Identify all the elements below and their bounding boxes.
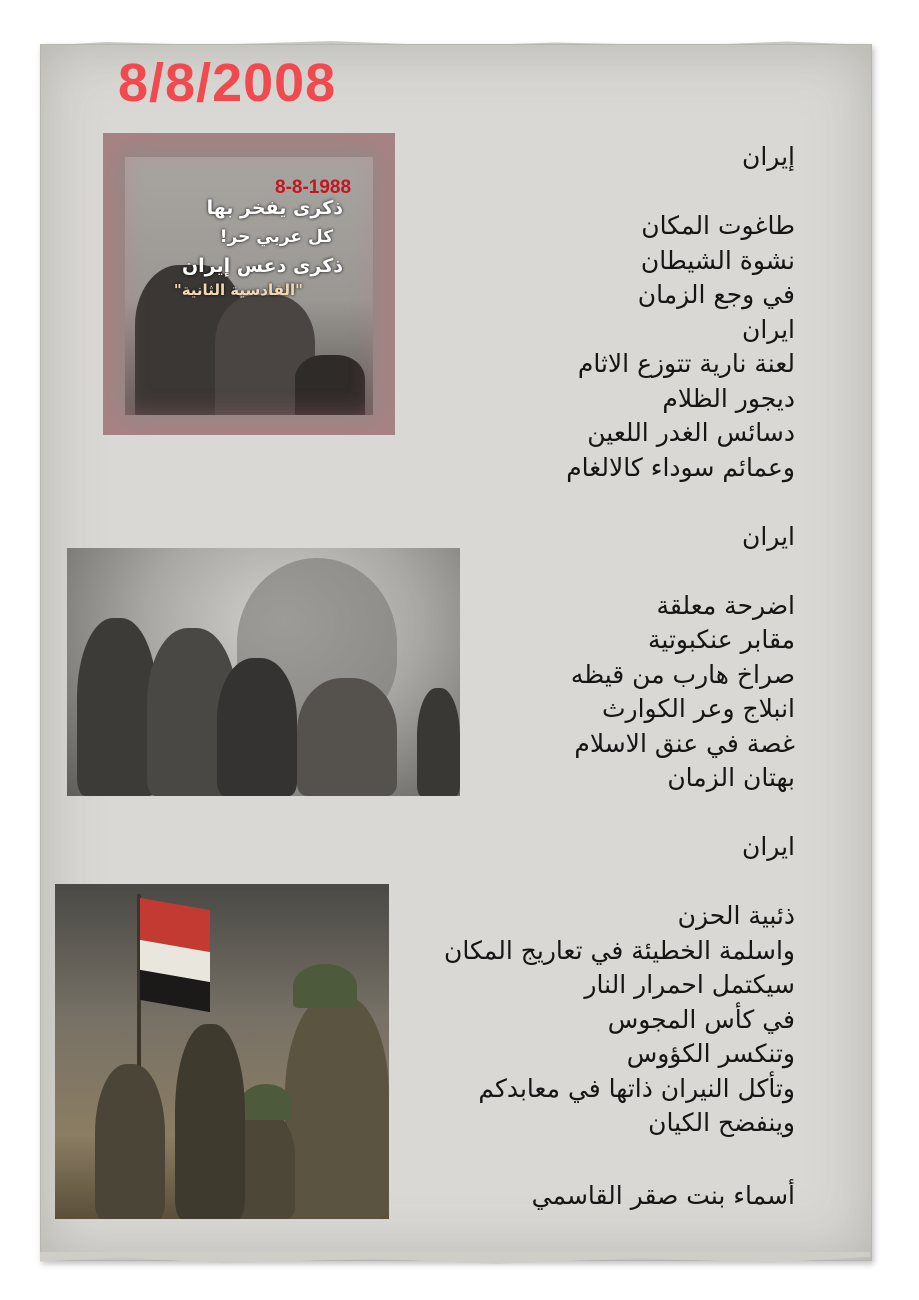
poster-line: ذكرى دعس إيران <box>181 255 343 277</box>
poster-line: كل عربي حر! <box>219 227 333 247</box>
poem-stanza-1 <box>380 140 795 485</box>
poem-line: في وجع الزمان <box>637 280 795 309</box>
poem-line: اضرحة معلقة <box>656 590 795 620</box>
poem-blank-line <box>380 1141 795 1176</box>
date-heading: 8/8/2008 <box>118 53 337 113</box>
poem-line: صراخ هارب من قيظه <box>570 659 795 689</box>
poem-line: إيران <box>741 142 795 171</box>
poem-line: بهتان الزمان <box>667 763 795 792</box>
poster-line: ذكرى يفخر بها <box>206 197 343 219</box>
poem-blank-line <box>380 865 795 900</box>
poem-blank-line <box>380 796 795 831</box>
poster-year: 8-8-1988 <box>275 177 352 198</box>
poem-line: وتنكسر الكؤوس <box>626 1039 795 1068</box>
poem-line: في كأس المجوس <box>607 1004 795 1034</box>
poem-author: أسماء بنت صقر القاسمي <box>531 1181 795 1210</box>
poem-line: غصة في عنق الاسلام <box>574 728 795 758</box>
poem-line: ديجور الظلام <box>662 383 795 413</box>
poem-line: ايران <box>741 832 795 861</box>
poem-line: نشوة الشيطان <box>640 245 795 275</box>
poem-line: ايران <box>741 314 795 344</box>
poem-line: انبلاج وعر الكوارث <box>601 694 795 723</box>
soldier-figure <box>175 1024 245 1219</box>
poem-line: طاغوت المكان <box>641 211 795 240</box>
poem-line: ذئبية الحزن <box>677 901 795 930</box>
poem-blank-line <box>380 554 795 589</box>
poem-line: واسلمة الخطيئة في تعاريج المكان <box>444 935 795 965</box>
poem-line: وعمائم سوداء كالالغام <box>566 452 795 482</box>
poem-blank-line <box>380 485 795 520</box>
poster-line: "القادسية الثانية" <box>173 281 303 299</box>
helmet <box>241 1084 291 1120</box>
poem-stanza-2 <box>380 520 795 796</box>
poster-blur-frame <box>103 133 395 435</box>
poem-blank-line <box>380 175 795 210</box>
poem-line: لعنة نارية تتوزع الاثام <box>577 349 795 378</box>
poem-line: وتأكل النيران ذاتها في معابدكم <box>478 1073 795 1103</box>
soldier-figure <box>77 618 157 796</box>
poem-line: دسائس الغدر اللعين <box>587 418 795 447</box>
poem-text <box>380 140 795 1214</box>
poem-stanza-3 <box>380 830 795 1141</box>
soldier-figure <box>95 1064 165 1219</box>
poem-line: وينفضح الكيان <box>648 1108 795 1137</box>
soldier-figure <box>285 994 389 1219</box>
helmet <box>293 964 357 1008</box>
poem-line: مقابر عنكبوتية <box>648 625 795 654</box>
commemorative-poster-image <box>103 133 395 435</box>
poem-line: ايران <box>741 521 795 551</box>
paper-edge-bottom <box>40 1252 870 1264</box>
soldier-figure <box>217 658 297 796</box>
poem-line: سيكتمل احمرار النار <box>584 970 795 999</box>
soldiers-flag-photo <box>55 884 389 1219</box>
